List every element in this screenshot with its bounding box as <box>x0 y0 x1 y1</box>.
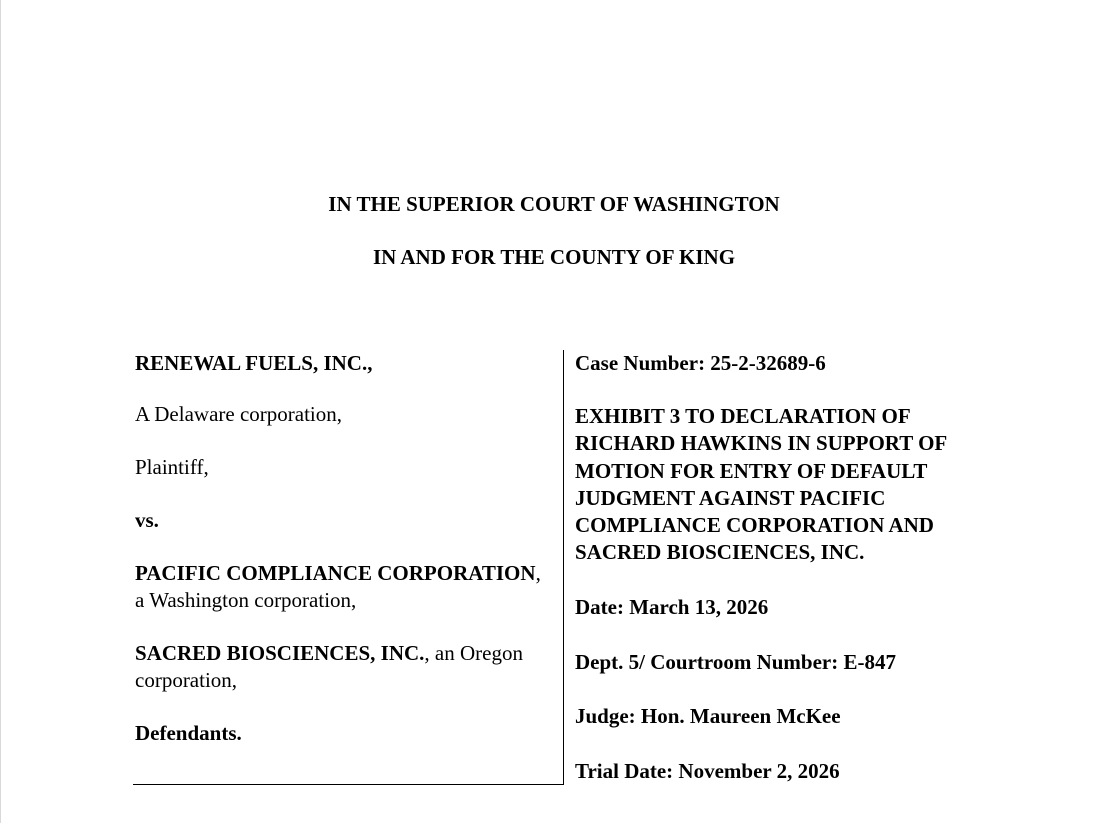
defendant-2-description-end: corporation, <box>135 668 238 692</box>
plaintiff-role: Plaintiff, <box>135 455 209 479</box>
county-name: IN AND FOR THE COUNTY OF KING <box>372 245 736 269</box>
dept-courtroom: Dept. 5/ Courtroom Number: E-847 <box>575 650 896 674</box>
plaintiff-description: A Delaware corporation, <box>135 402 342 426</box>
defendants-role: Defendants. <box>135 721 242 745</box>
defendant-1-comma: , <box>535 561 541 585</box>
defendant-2-name: SACRED BIOSCIENCES, INC. <box>135 641 425 665</box>
exhibit-title-line: RICHARD HAWKINS IN SUPPORT OF <box>575 431 948 456</box>
defendant-1-name: PACIFIC COMPLIANCE CORPORATION <box>135 561 536 585</box>
case-number: Case Number: 25-2-32689-6 <box>575 351 826 375</box>
exhibit-title-line: MOTION FOR ENTRY OF DEFAULT <box>575 458 928 483</box>
caption-bottom-rule <box>133 784 137 785</box>
defendant-1-description: a Washington corporation, <box>135 588 357 612</box>
trial-date: Trial Date: November 2, 2026 <box>575 759 840 783</box>
exhibit-title-line: EXHIBIT 3 TO DECLARATION OF <box>575 404 911 428</box>
defendant-1-line <box>135 560 541 587</box>
exhibit-title-line: COMPLIANCE CORPORATION AND <box>575 513 934 538</box>
defendant-2-description-start: , an Oregon <box>424 641 523 665</box>
caption-parties-block <box>135 350 563 785</box>
exhibit-title-line: JUDGMENT AGAINST PACIFIC <box>575 485 886 510</box>
page-edge <box>0 0 1 823</box>
caption-divider <box>563 350 564 785</box>
exhibit-title <box>575 403 947 567</box>
plaintiff-name: RENEWAL FUELS, INC., <box>135 351 373 375</box>
hearing-date: Date: March 13, 2026 <box>575 595 769 619</box>
court-name: IN THE SUPERIOR COURT OF WASHINGTON <box>328 192 780 216</box>
defendant-2-line <box>135 640 523 667</box>
judge-name: Judge: Hon. Maureen McKee <box>575 704 841 728</box>
versus-label: vs. <box>135 508 159 532</box>
exhibit-title-line: SACRED BIOSCIENCES, INC. <box>575 540 865 565</box>
